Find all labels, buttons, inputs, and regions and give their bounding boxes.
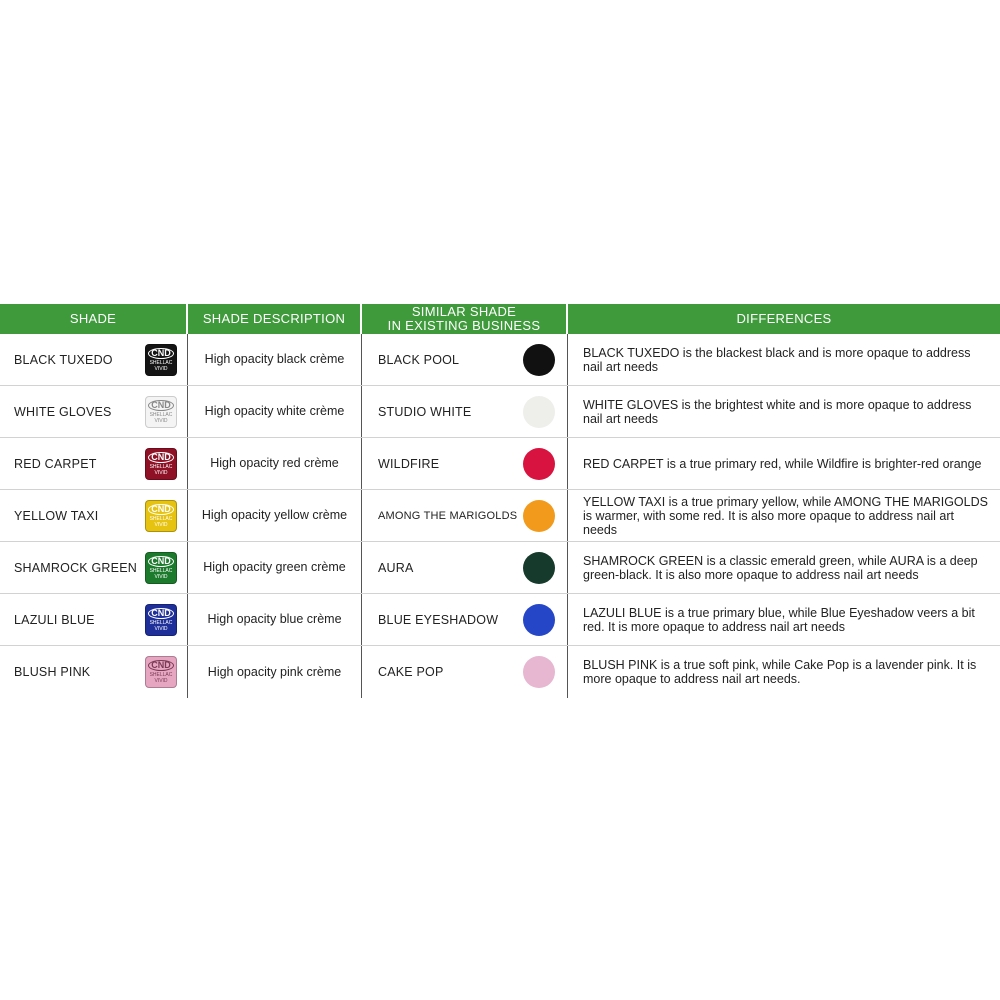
similar-shade-cell <box>362 386 568 437</box>
similar-shade-name: WILDFIRE <box>378 456 440 471</box>
shade-cell <box>0 334 188 385</box>
bottle-line-2: VIVID <box>154 573 168 580</box>
shade-name: LAZULI BLUE <box>14 612 95 627</box>
differences-text: YELLOW TAXI is a true primary yellow, while AMONG THE MARIGOLDS is warmer, with some red. It is also more opaque to address nail art needs <box>583 494 988 537</box>
bottle-line-2: VIVID <box>154 469 168 476</box>
shade-description: High opacity yellow crème <box>188 490 362 541</box>
cnd-logo: CND <box>148 608 174 619</box>
header-similar-line1: SIMILAR SHADE <box>411 304 517 319</box>
shade-description: High opacity green crème <box>188 542 362 593</box>
cnd-logo: CND <box>148 400 174 411</box>
bottle-line-1: SHELLAC <box>149 619 173 626</box>
shade-name: RED CARPET <box>14 456 97 471</box>
similar-shade-cell <box>362 646 568 698</box>
shade-name: BLUSH PINK <box>14 665 91 679</box>
table-row <box>0 438 1000 490</box>
bottle-line-1: SHELLAC <box>149 359 173 366</box>
similar-shade-cell <box>362 438 568 489</box>
table-row <box>0 490 1000 542</box>
similar-shade-swatch <box>523 500 555 532</box>
similar-shade-cell <box>362 334 568 385</box>
similar-shade-swatch <box>523 448 555 480</box>
shellac-bottle-image <box>145 344 177 376</box>
shade-cell <box>0 594 188 645</box>
shade-name: SHAMROCK GREEN <box>14 560 137 575</box>
similar-shade-swatch <box>523 656 555 688</box>
cnd-logo: CND <box>148 504 174 515</box>
differences-text: WHITE GLOVES is the brightest white and is more opaque to address nail art needs <box>583 397 972 426</box>
header-shade: SHADE <box>0 304 188 334</box>
shade-comparison-table <box>0 304 1000 698</box>
table-row <box>0 386 1000 438</box>
shade-description: High opacity red crème <box>188 438 362 489</box>
table-body <box>0 334 1000 698</box>
shade-cell <box>0 542 188 593</box>
shade-cell <box>0 386 188 437</box>
table-row <box>0 334 1000 386</box>
similar-shade-name: STUDIO WHITE <box>378 404 472 419</box>
similar-shade-name: BLACK POOL <box>378 352 460 367</box>
header-similar-line2: IN EXISTING BUSINESS <box>387 318 541 333</box>
shade-description: High opacity white crème <box>188 386 362 437</box>
similar-shade-swatch <box>523 396 555 428</box>
differences-text: RED CARPET is a true primary red, while Wildfire is brighter-red orange <box>583 456 982 471</box>
shade-cell <box>0 490 188 541</box>
cnd-logo: CND <box>148 348 174 359</box>
shellac-bottle-image <box>145 552 177 584</box>
similar-shade-cell <box>362 542 568 593</box>
similar-shade-name: AURA <box>378 560 414 575</box>
bottle-line-1: SHELLAC <box>149 672 173 678</box>
shellac-bottle-image <box>145 500 177 532</box>
bottle-line-1: SHELLAC <box>149 463 173 470</box>
similar-shade-swatch <box>523 344 555 376</box>
differences-text: BLACK TUXEDO is the blackest black and is more opaque to address nail art needs <box>583 345 971 374</box>
cnd-logo: CND <box>148 660 174 671</box>
similar-shade-name: CAKE POP <box>378 665 444 679</box>
similar-shade-swatch <box>523 604 555 636</box>
similar-shade-swatch <box>523 552 555 584</box>
shellac-bottle-image <box>145 396 177 428</box>
bottle-line-1: SHELLAC <box>149 567 173 574</box>
bottle-line-1: SHELLAC <box>149 515 173 522</box>
similar-shade-name: AMONG THE MARIGOLDS <box>378 509 518 522</box>
shade-description: High opacity pink crème <box>188 646 362 698</box>
similar-shade-cell <box>362 490 568 541</box>
cnd-logo: CND <box>148 452 174 463</box>
table-row <box>0 542 1000 594</box>
shade-description: High opacity blue crème <box>188 594 362 645</box>
header-shade-description: SHADE DESCRIPTION <box>188 304 362 334</box>
shade-name: BLACK TUXEDO <box>14 352 113 367</box>
table-header <box>0 304 1000 334</box>
shellac-bottle-image <box>145 656 177 688</box>
header-similar-shade <box>362 304 568 334</box>
bottle-line-2: VIVID <box>154 521 168 528</box>
table-row <box>0 646 1000 698</box>
bottle-line-2: VIVID <box>154 365 168 372</box>
shade-cell <box>0 438 188 489</box>
bottle-line-2: VIVID <box>154 678 168 684</box>
shade-cell <box>0 646 188 698</box>
shade-name: WHITE GLOVES <box>14 404 112 419</box>
shade-name: YELLOW TAXI <box>14 508 99 523</box>
differences-text: SHAMROCK GREEN is a classic emerald green, while AURA is a deep green-black. It is also more opaque to address nail art needs <box>583 553 978 582</box>
similar-shade-name: BLUE EYESHADOW <box>378 612 499 627</box>
table-row <box>0 594 1000 646</box>
bottle-line-1: SHELLAC <box>149 411 173 418</box>
cnd-logo: CND <box>148 556 174 567</box>
header-differences: DIFFERENCES <box>736 311 832 326</box>
bottle-line-2: VIVID <box>154 625 168 632</box>
shellac-bottle-image <box>145 448 177 480</box>
shade-description: High opacity black crème <box>188 334 362 385</box>
similar-shade-cell <box>362 594 568 645</box>
bottle-line-2: VIVID <box>154 417 168 424</box>
differences-text: BLUSH PINK is a true soft pink, while Cake Pop is a lavender pink. It is more opaque to address nail art needs. <box>583 658 977 686</box>
shellac-bottle-image <box>145 604 177 636</box>
differences-text: LAZULI BLUE is a true primary blue, while Blue Eyeshadow veers a bit red. It is more opaque to address nail art needs <box>583 605 975 634</box>
